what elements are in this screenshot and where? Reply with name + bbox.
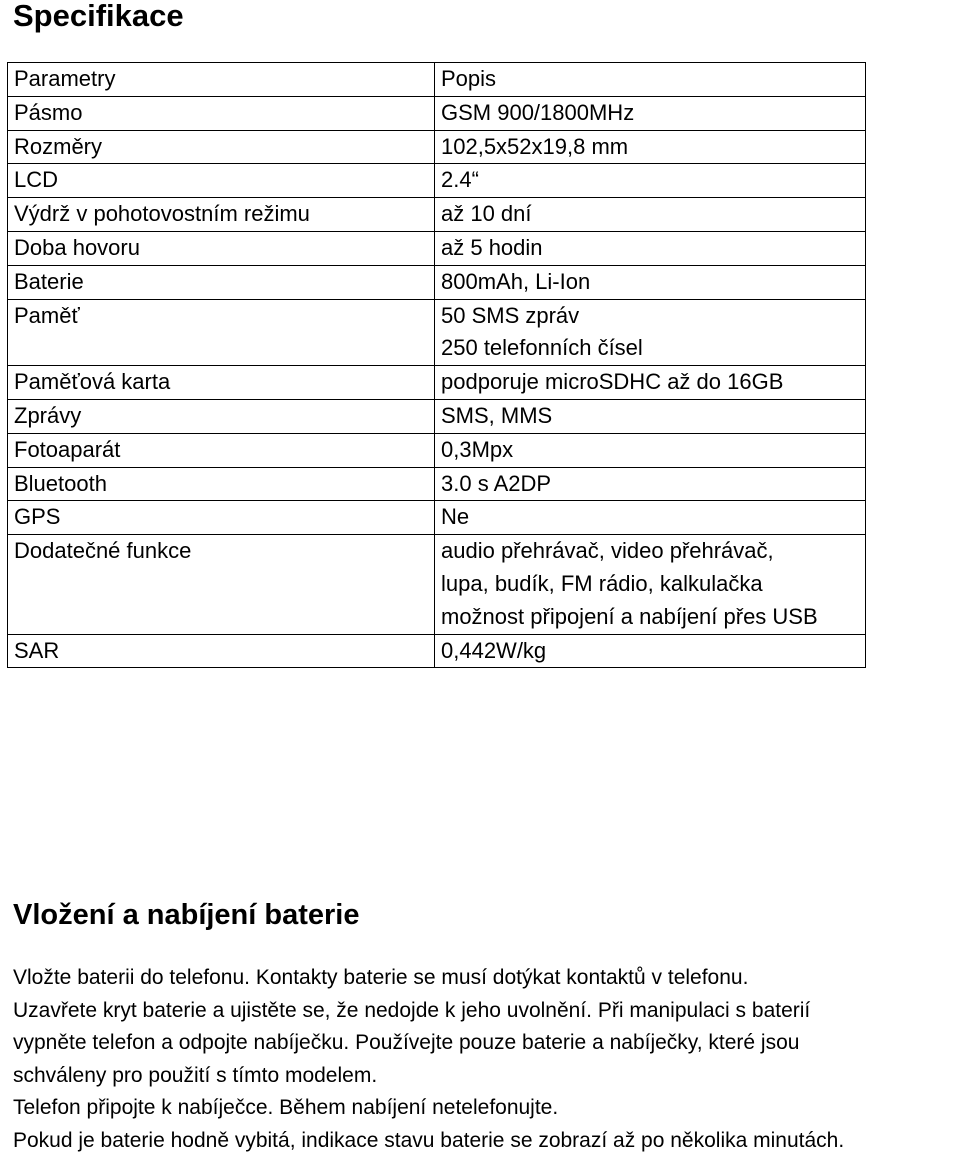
paragraph-line: vypněte telefon a odpojte nabíječku. Používejte pouze baterie a nabíječky, které jsou (13, 1031, 800, 1055)
value-cell (435, 265, 866, 299)
value-line: 3.0 s A2DP (441, 470, 552, 496)
value-line: Ne (441, 504, 470, 530)
paragraph-line: Vložte baterii do telefonu. Kontakty baterie se musí dotýkat kontaktů v telefonu. (13, 966, 749, 989)
table-row (8, 231, 866, 265)
table-row (8, 535, 866, 634)
param-cell: Bluetooth (8, 467, 435, 501)
spec-table-body (8, 63, 866, 668)
value-cell (435, 535, 866, 634)
table-row (8, 433, 866, 467)
value-line: GSM 900/1800MHz (441, 99, 635, 125)
value-cell (435, 433, 866, 467)
value-line: 0,3Mpx (441, 436, 514, 462)
value-line: SMS, MMS (441, 402, 553, 428)
table-row (8, 265, 866, 299)
param-cell: Paměťová karta (8, 366, 435, 400)
table-row (8, 467, 866, 501)
value-cell (435, 231, 866, 265)
param-cell: Doba hovoru (8, 231, 435, 265)
header-value-cell: Popis (435, 63, 866, 97)
paragraph-line: Telefon připojte k nabíječce. Během nabíjení netelefonujte. (13, 1096, 559, 1120)
spec-table-header-row (8, 63, 866, 97)
param-cell: GPS (8, 501, 435, 535)
value-line: 800mAh, Li-Ion (441, 268, 591, 294)
param-cell: Fotoaparát (8, 433, 435, 467)
table-row (8, 198, 866, 232)
table-row (8, 130, 866, 164)
paragraph-line: Uzavřete kryt baterie a ujistěte se, že nedojde k jeho uvolnění. Při manipulaci s baterií (13, 998, 811, 1022)
table-row (8, 96, 866, 130)
param-cell: Paměť (8, 299, 435, 366)
paragraph-line: Pokud je baterie hodně vybitá, indikace stavu baterie se zobrazí až po několika minutách. (13, 1128, 845, 1152)
value-cell (435, 299, 866, 366)
value-line: 102,5x52x19,8 mm (441, 133, 629, 159)
value-line: 2.4“ (441, 167, 479, 193)
value-cell (435, 198, 866, 232)
value-line: až 5 hodin (441, 234, 543, 260)
param-cell: Výdrž v pohotovostním režimu (8, 198, 435, 232)
battery-instructions (13, 962, 958, 1158)
value-line: 0,442W/kg (441, 637, 547, 663)
value-line: 250 telefonních čísel (441, 335, 643, 361)
table-row (8, 366, 866, 400)
value-cell (435, 366, 866, 400)
table-row (8, 634, 866, 668)
value-line: lupa, budík, FM rádio, kalkulačka (441, 570, 763, 596)
value-cell (435, 399, 866, 433)
spec-table (7, 62, 866, 668)
value-cell (435, 467, 866, 501)
param-cell: Rozměry (8, 130, 435, 164)
value-line: 50 SMS zpráv (441, 302, 580, 328)
table-row (8, 399, 866, 433)
value-cell (435, 164, 866, 198)
table-row (8, 299, 866, 366)
value-line: podporuje microSDHC až do 16GB (441, 369, 784, 395)
header-param-cell: Parametry (8, 63, 435, 97)
value-line: audio přehrávač, video přehrávač, (441, 538, 774, 564)
param-cell: Pásmo (8, 96, 435, 130)
spec-heading: Specifikace (13, 0, 184, 33)
value-cell (435, 130, 866, 164)
battery-heading: Vložení a nabíjení baterie (13, 899, 360, 931)
paragraph-line: schváleny pro použití s tímto modelem. (13, 1063, 378, 1087)
param-cell: Dodatečné funkce (8, 535, 435, 634)
value-cell (435, 634, 866, 668)
param-cell: Baterie (8, 265, 435, 299)
table-row (8, 164, 866, 198)
value-line: až 10 dní (441, 201, 532, 227)
table-row (8, 501, 866, 535)
value-cell (435, 501, 866, 535)
param-cell: SAR (8, 634, 435, 668)
param-cell: Zprávy (8, 399, 435, 433)
value-line: možnost připojení a nabíjení přes USB (441, 603, 818, 629)
value-cell (435, 96, 866, 130)
param-cell: LCD (8, 164, 435, 198)
